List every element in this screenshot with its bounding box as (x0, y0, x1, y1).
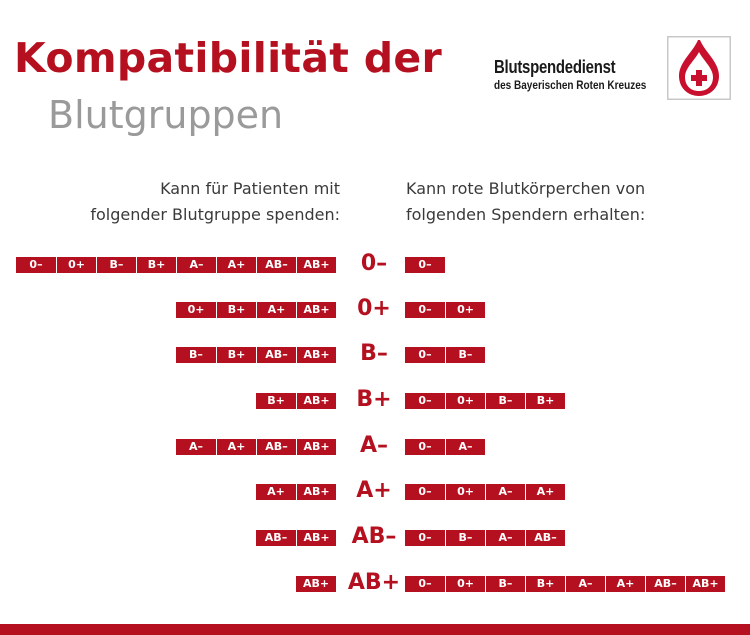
receive-from-cell: B– (485, 393, 525, 409)
receive-heading-line1: Kann rote Blutkörperchen von (406, 179, 646, 198)
donate-heading-line1: Kann für Patienten mit (160, 179, 340, 198)
donate-to-cell: AB+ (296, 484, 336, 500)
blood-group-label: B+ (356, 387, 392, 412)
donate-to-cell: A– (176, 257, 216, 273)
page-title: Kompatibilität der (14, 34, 443, 82)
donate-to-cell: A+ (216, 439, 256, 455)
receive-from-cells (405, 530, 565, 546)
donate-to-cells (176, 347, 336, 363)
blood-group-row (0, 478, 750, 503)
receive-heading-line2: folgenden Spendern erhalten: (406, 205, 646, 224)
donate-to-cell: AB– (256, 347, 296, 363)
receive-column-heading (406, 176, 645, 228)
blood-group-label: B– (360, 341, 388, 366)
donate-to-cell: B– (176, 347, 216, 363)
donate-to-cell: A– (176, 439, 216, 455)
receive-from-cells (405, 484, 565, 500)
donate-to-cells (176, 439, 336, 455)
receive-from-cell: B+ (525, 393, 565, 409)
receive-from-cell: B– (445, 530, 485, 546)
donate-to-cell: B+ (136, 257, 176, 273)
blood-group-label: A– (359, 433, 389, 458)
receive-from-cell: A+ (605, 576, 645, 592)
receive-from-cells (405, 439, 485, 455)
donate-to-cell: 0– (16, 257, 56, 273)
donate-to-cells (256, 393, 336, 409)
receive-from-cell: A– (445, 439, 485, 455)
donate-to-cell: 0+ (176, 302, 216, 318)
receive-from-cell: 0– (405, 484, 445, 500)
receive-from-cell: 0+ (445, 393, 485, 409)
donate-to-cell: AB+ (296, 576, 336, 592)
receive-from-cells (405, 347, 485, 363)
page-subtitle: Blutgruppen (48, 93, 284, 137)
receive-from-cell: B– (485, 576, 525, 592)
donate-to-cell: AB– (256, 439, 296, 455)
donate-to-cells (16, 257, 336, 273)
receive-from-cell: B+ (525, 576, 565, 592)
logo-tagline: des Bayerischen Roten Kreuzes (494, 80, 647, 92)
receive-from-cell: A– (565, 576, 605, 592)
receive-from-cell: 0– (405, 257, 445, 273)
donate-to-cells (176, 302, 336, 318)
receive-from-cell: 0+ (445, 484, 485, 500)
blood-group-row (0, 524, 750, 549)
donate-to-cell: A+ (216, 257, 256, 273)
receive-from-cells (405, 576, 725, 592)
blood-group-label: 0+ (357, 296, 391, 321)
receive-from-cell: 0– (405, 347, 445, 363)
blood-drop-cross-icon (667, 36, 731, 100)
donate-to-cell: AB+ (296, 302, 336, 318)
donate-to-cells (256, 484, 336, 500)
donate-to-cell: AB+ (296, 257, 336, 273)
donate-to-cell: B+ (216, 347, 256, 363)
receive-from-cell: AB– (645, 576, 685, 592)
receive-from-cell: 0– (405, 393, 445, 409)
receive-from-cell: 0– (405, 302, 445, 318)
bottom-bar (0, 624, 750, 635)
receive-from-cell: 0+ (445, 302, 485, 318)
blood-group-row (0, 251, 750, 276)
donate-to-cell: B– (96, 257, 136, 273)
receive-from-cell: A– (485, 530, 525, 546)
receive-from-cells (405, 393, 565, 409)
donate-to-cell: 0+ (56, 257, 96, 273)
receive-from-cell: AB– (525, 530, 565, 546)
blood-group-label: AB+ (347, 570, 401, 595)
donate-to-cell: AB– (256, 257, 296, 273)
blood-group-row (0, 387, 750, 412)
receive-from-cells (405, 257, 445, 273)
blood-group-row (0, 296, 750, 321)
receive-from-cells (405, 302, 485, 318)
receive-from-cell: 0– (405, 576, 445, 592)
donate-to-cell: B+ (256, 393, 296, 409)
blood-group-row (0, 570, 750, 595)
logo-name: Blutspendedienst (494, 57, 616, 77)
donate-to-cell: A+ (256, 302, 296, 318)
donate-to-cell: AB+ (296, 393, 336, 409)
blood-group-row (0, 433, 750, 458)
receive-from-cell: A– (485, 484, 525, 500)
receive-from-cell: 0– (405, 439, 445, 455)
receive-from-cell: AB+ (685, 576, 725, 592)
receive-from-cell: A+ (525, 484, 565, 500)
blood-group-label: AB– (351, 524, 397, 549)
donate-to-cell: AB+ (296, 347, 336, 363)
donate-to-cells (256, 530, 336, 546)
blood-group-label: 0– (360, 251, 388, 276)
receive-from-cell: B– (445, 347, 485, 363)
donate-to-cell: B+ (216, 302, 256, 318)
receive-from-cell: 0+ (445, 576, 485, 592)
donate-to-cell: AB+ (296, 530, 336, 546)
blood-group-row (0, 341, 750, 366)
donate-to-cell: AB– (256, 530, 296, 546)
donate-column-heading (90, 176, 340, 228)
donate-to-cells (296, 576, 336, 592)
donate-to-cell: AB+ (296, 439, 336, 455)
brk-logo (494, 36, 734, 100)
blood-group-label: A+ (356, 478, 392, 503)
donate-heading-line2: folgender Blutgruppe spenden: (90, 205, 340, 224)
donate-to-cell: A+ (256, 484, 296, 500)
receive-from-cell: 0– (405, 530, 445, 546)
